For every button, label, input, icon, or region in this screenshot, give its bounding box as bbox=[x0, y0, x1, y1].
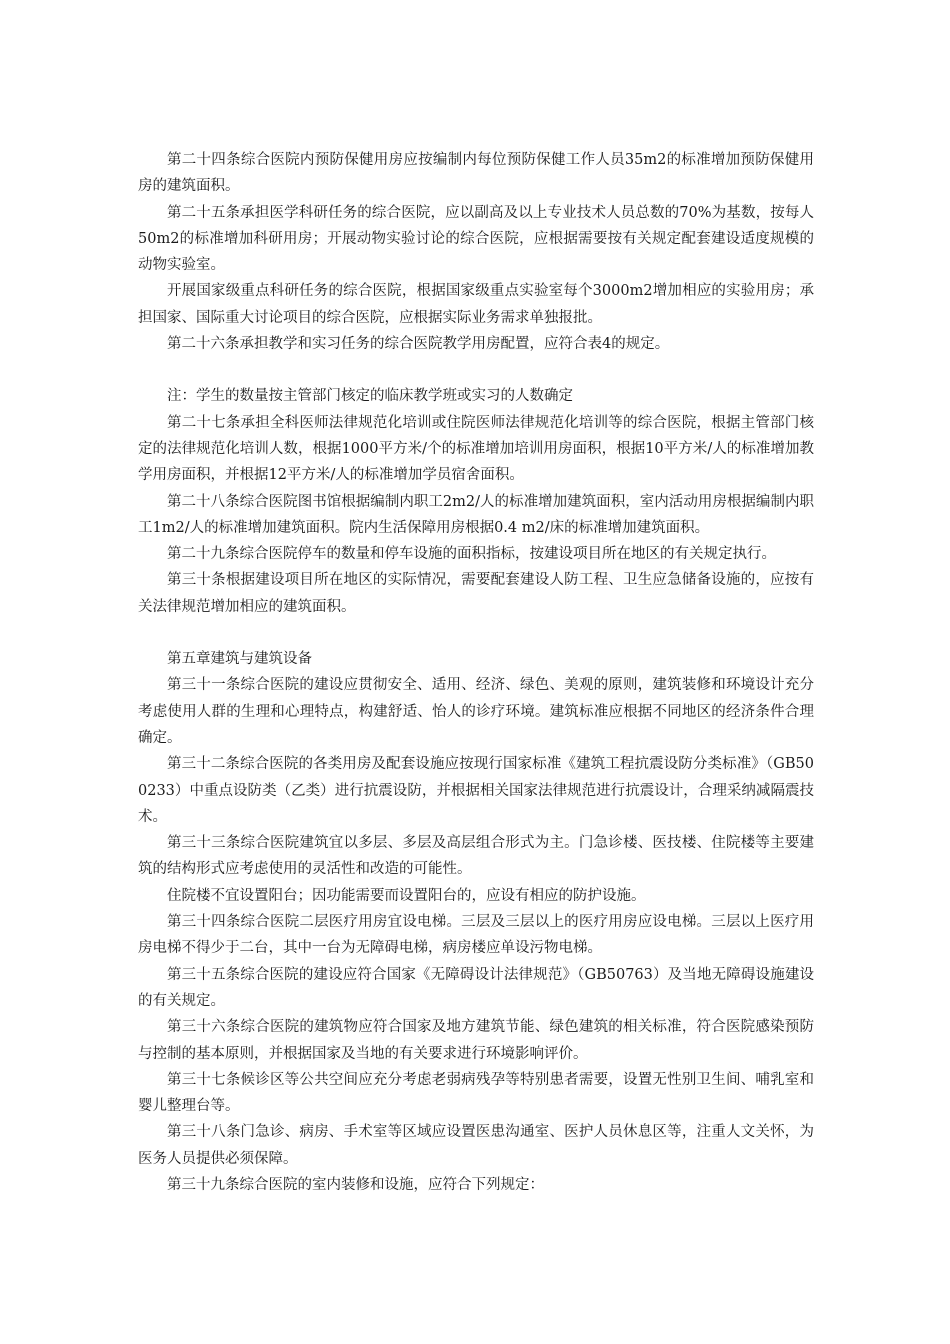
article-33: 第三十三条综合医院建筑宜以多层、多层及高层组合形式为主。门急诊楼、医技楼、住院楼等主要建筑的结构形式应考虑使用的灵活性和改造的可能性。 bbox=[138, 835, 814, 878]
article-39: 第三十九条综合医院的室内装修和设施，应符合下列规定： bbox=[167, 1176, 544, 1193]
article-36: 第三十六条综合医院的建筑物应符合国家及地方建筑节能、绿色建筑的相关标准，符合医院感染预防与控制的基本原则，并根据国家及当地的有关要求进行环境影响评价。 bbox=[138, 1019, 814, 1062]
article-27: 第二十七条承担全科医师法律规范化培训或住院医师法律规范化培训等的综合医院，根据主管部门核定的法律规范化培训人数，根据1000平方米/个的标准增加培训用房面积，根据10平方米/人的标准增加教学用房面积，并根据12平方米/人的标准增加学员宿舍面积。 bbox=[138, 414, 814, 484]
article-35: 第三十五条综合医院的建设应符合国家《无障碍设计法律规范》（GB50763）及当地无障碍设施建设的有关规定。 bbox=[138, 966, 814, 1009]
article-29: 第二十九条综合医院停车的数量和停车设施的面积指标，按建设项目所在地区的有关规定执行。 bbox=[167, 546, 776, 563]
article-31: 第三十一条综合医院的建设应贯彻安全、适用、经济、绿色、美观的原则，建筑装修和环境设计充分考虑使用人群的生理和心理特点，构建舒适、怡人的诊疗环境。建筑标准应根据不同地区的经济条件合理确定。 bbox=[138, 677, 814, 746]
table-note: 注：学生的数量按主管部门核定的临床教学班或实习的人数确定 bbox=[167, 388, 573, 405]
article-26: 第二十六条承担教学和实习任务的综合医院教学用房配置，应符合表4的规定。 bbox=[167, 336, 670, 353]
article-24: 第二十四条综合医院内预防保健用房应按编制内每位预防保健工作人员35m2的标准增加预防保健用房的建筑面积。 bbox=[138, 152, 814, 195]
article-28: 第二十八条综合医院图书馆根据编制内职工2m2/人的标准增加建筑面积，室内活动用房根据编制内职工1m2/人的标准增加建筑面积。院内生活保障用房根据0.4 m2/床的标准增加建筑面积。 bbox=[138, 493, 814, 536]
spacer bbox=[138, 620, 814, 646]
paragraph-key-research: 开展国家级重点科研任务的综合医院，根据国家级重点实验室每个3000m2增加相应的实验用房；承担国家、国际重大讨论项目的综合医院，应根据实际业务需求单独报批。 bbox=[138, 283, 814, 326]
article-30: 第三十条根据建设项目所在地区的实际情况，需要配套建设人防工程、卫生应急储备设施的，应按有关法律规范增加相应的建筑面积。 bbox=[138, 572, 814, 615]
spacer bbox=[138, 357, 814, 383]
article-38: 第三十八条门急诊、病房、手术室等区域应设置医患沟通室、医护人员休息区等，注重人文关怀，为医务人员提供必须保障。 bbox=[138, 1124, 814, 1167]
chapter-5-heading: 第五章建筑与建筑设备 bbox=[167, 651, 312, 668]
article-32: 第三十二条综合医院的各类用房及配套设施应按现行国家标准《建筑工程抗震设防分类标准》（GB500233）中重点设防类（乙类）进行抗震设防，并根据相关国家法律规范进行抗震设计，合理采纳减隔震技术。 bbox=[138, 756, 814, 825]
article-37: 第三十七条候诊区等公共空间应充分考虑老弱病残孕等特别患者需要，设置无性别卫生间、哺乳室和婴儿整理台等。 bbox=[138, 1071, 814, 1115]
document-body bbox=[138, 147, 814, 1198]
article-34: 第三十四条综合医院二层医疗用房宜设电梯。三层及三层以上的医疗用房应设电梯。三层以上医疗用房电梯不得少于二台，其中一台为无障碍电梯，病房楼应单设污物电梯。 bbox=[138, 914, 814, 957]
article-25: 第二十五条承担医学科研任务的综合医院，应以副高及以上专业技术人员总数的70%为基数，按每人50m2的标准增加科研用房；开展动物实验讨论的综合医院，应根据需要按有关规定配套建设适度规模的动物实验室。 bbox=[138, 204, 814, 274]
paragraph-balcony: 住院楼不宜设置阳台；因功能需要而设置阳台的，应设有相应的防护设施。 bbox=[167, 887, 646, 904]
